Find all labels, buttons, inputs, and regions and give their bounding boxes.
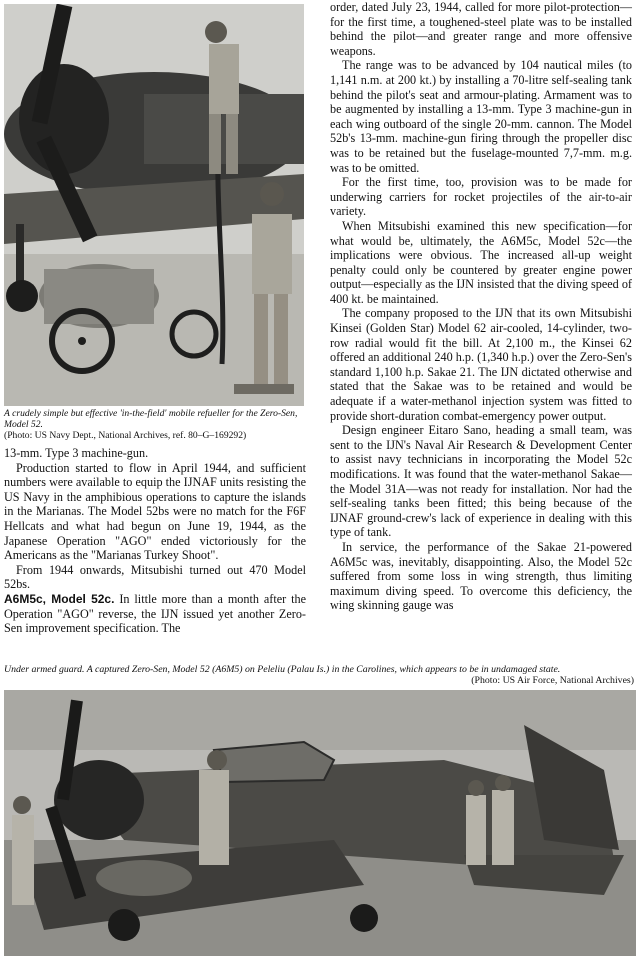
captured-zero-photo (4, 690, 636, 956)
zero-photo-credit: (Photo: US Air Force, National Archives) (471, 675, 634, 686)
refueller-caption-text: A crudely simple but effective 'in-the-field' mobile refueller for the Zero-Sen, Model 52. (4, 408, 298, 430)
section-paragraph-text: In little more than a month after the Operation "AGO" reverse, the IJN issued yet another Zero-Sen improvement specification. The (4, 591, 306, 636)
refueller-caption (4, 408, 304, 441)
right-paragraph-kinsei: The company proposed to the IJN that its own Mitsubishi Kinsei (Golden Star) Model 62 air-cooled, 14-cylinder, two-row radial would fit the bill. At 2,100 m., the Kinsei 62 offered an additional 240 h.p. (1,340 h.p.) over the Zero-Sen's standard 1,100 h.p. Sakae 21. The IJN dictated otherwise and stated that the Sakae was to be retained and would be adequate if a water-methanol injection system was fitted to provide short-duration combat-emergency power output. (330, 306, 632, 423)
right-paragraph-order: order, dated July 23, 1944, called for more pilot-protection—for the first time, a toughened-steel plate was to be installed behind the pilot—and greater range and more offensive weapons. (330, 0, 632, 58)
zero-caption (4, 664, 634, 686)
left-paragraph-production: Production started to flow in April 1944, and sufficient numbers were available to equip the IJNAF units resisting the US Navy in the amphibious operations to capture the islands in the Marianas. The Model 52bs were no match for the F6F Hellcats and what had begun on June 19, 1944, as the Japanese Operation "AGO" ended victoriously for the Americans as the "Marianas Turkey Shoot". (4, 460, 306, 563)
right-paragraph-mitsubishi: When Mitsubishi examined this new specification—for what would be, ultimately, the A6M5c, Model 52c—the implications were obvious. The increased all-up weight penalty could only be countered by greater engine power output—especially as the IJN insisted that the diving speed of 400 kt. be maintained. (330, 218, 632, 306)
left-paragraph-model-52c (4, 592, 306, 636)
right-paragraph-service: In service, the performance of the Sakae 21-powered A6M5c was, inevitably, disappointing. Also, the Model 52c suffered from some loss in wing strength, thus limiting maximum diving speed. To overcome this deficiency, the wing skinning gauge was (330, 539, 632, 613)
zero-caption-text: Under armed guard. A captured Zero-Sen, Model 52 (A6M5) on Peleliu (Palau Is.) in the Carolines, which appears to be in undamaged state. (4, 664, 561, 675)
left-paragraph-continuation: 13-mm. Type 3 machine-gun. (4, 446, 149, 460)
section-heading-a6m5c: A6M5c, Model 52c. (4, 591, 115, 606)
right-paragraph-sano: Design engineer Eitaro Sano, heading a small team, was sent to the IJN's Naval Air Research & Development Center to assist navy technicians in incorporating the Model 52c modifications. It was found that the water-methanol Sakae—the Model 31A—was not ready for installation. Nor had the self-sealing tanks been fitted; this being because of the IJNAF ground-crew's lack of experience in dealing with this type of tank. (330, 423, 632, 540)
right-paragraph-range: The range was to be advanced by 104 nautical miles (to 1,141 n.m. at 200 kt.) by installing a 70-litre self-sealing tank behind the pilot's seat and armour-plating. Armament was to be augmented by installing a 13-mm. Type 3 machine-gun in each wing outboard of the single 20-mm. cannon. The Model 52b's 13-mm. machine-gun firing through the propeller disc was to be retained but the fuselage-mounted 7,7-mm. m.g. was to be omitted. (330, 58, 632, 175)
refueller-photo (4, 4, 304, 406)
right-text-column (330, 0, 632, 613)
refueller-photo-credit: (Photo: US Navy Dept., National Archives, ref. 80–G–169292) (4, 430, 247, 441)
right-paragraph-rockets: For the first time, too, provision was to be made for underwing carriers for rocket projectiles of the air-to-air variety. (330, 175, 632, 219)
left-paragraph-output: From 1944 onwards, Mitsubishi turned out 470 Model 52bs. (4, 562, 306, 592)
captured-zero-photo-illustration (4, 690, 636, 956)
left-text-column (4, 446, 306, 636)
refueller-photo-illustration (4, 4, 304, 406)
